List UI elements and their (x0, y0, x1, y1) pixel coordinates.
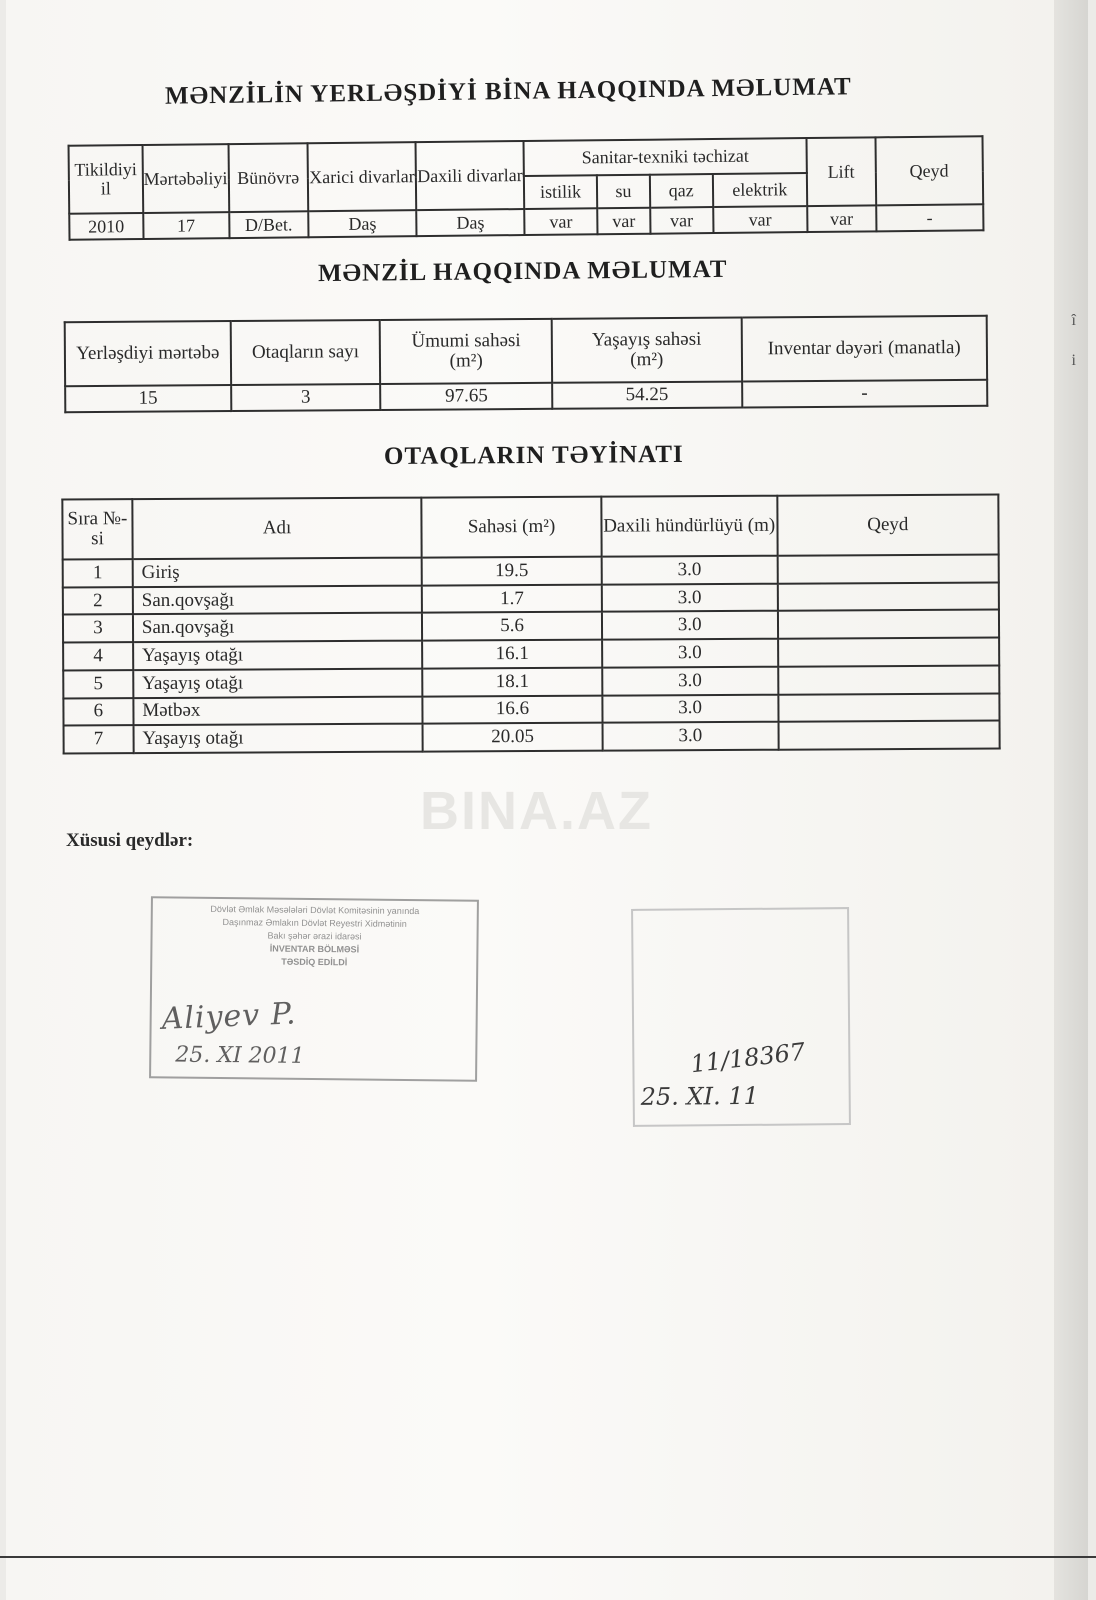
value-note: - (876, 204, 984, 231)
value-floors: 17 (143, 212, 229, 239)
room-name: San.qovşağı (133, 585, 423, 614)
room-num: 4 (63, 642, 133, 670)
value-floor: 15 (65, 385, 231, 412)
room-height: 3.0 (602, 694, 778, 723)
room-num: 3 (63, 614, 133, 642)
value-rooms: 3 (231, 384, 381, 411)
room-area: 19.5 (422, 557, 602, 586)
header-living-area: Yaşayış sahəsi (m²) (552, 317, 742, 382)
room-height: 3.0 (602, 583, 778, 612)
room-note (778, 638, 1000, 667)
margin-mark-1: î (1071, 312, 1076, 329)
value-total-area: 97.65 (381, 383, 553, 410)
header-heating: istilik (524, 176, 597, 210)
rooms-table (61, 494, 1000, 755)
header-floor: Yerləşdiyi mərtəbə (65, 321, 231, 386)
header-inventory: Inventar dəyəri (manatla) (741, 316, 987, 382)
room-name: Yaşayış otağı (133, 668, 423, 697)
room-area: 1.7 (422, 584, 602, 613)
stamp-line: İNVENTAR BÖLMƏSİ (269, 943, 360, 955)
reference-stamp (631, 907, 851, 1127)
room-note (778, 721, 1000, 750)
header-area: Sahəsi (m²) (422, 497, 602, 558)
stamp-line: Dövlət Əmlak Məsələləri Dövlət Komitəsinin yanında (210, 903, 420, 917)
header-num: Sıra №-si (62, 499, 132, 559)
room-note (777, 610, 999, 639)
value-built-year: 2010 (69, 213, 143, 240)
room-num: 6 (63, 698, 133, 726)
table-row (64, 721, 1000, 754)
value-living-area: 54.25 (552, 381, 742, 408)
header-ext-walls: Xarici divarlar (308, 142, 417, 211)
header-name: Adı (132, 498, 422, 560)
margin-mark-2: i (1071, 352, 1076, 369)
stamp-line: Daşınmaz Əmlakın Dövlət Reyestri Xidmətinin (222, 917, 407, 929)
stamp-line: TƏSDİQ EDİLDİ (281, 956, 348, 968)
special-notes-label: Xüsusi qeydlər: (66, 830, 194, 851)
header-lift: Lift (807, 137, 876, 206)
room-area: 16.1 (422, 640, 602, 669)
header-sanitary: Sanitar-texniki təchizat (524, 138, 807, 176)
header-height: Daxili hündürlüyü (m) (601, 496, 777, 557)
room-area: 20.05 (423, 723, 603, 752)
value-inventory: - (742, 380, 988, 408)
registry-stamp (149, 896, 479, 1081)
room-height: 3.0 (602, 722, 778, 751)
room-note (777, 555, 999, 584)
room-name: Giriş (133, 558, 423, 587)
value-ext-walls: Daş (308, 210, 416, 237)
building-title: MƏNZİLİN YERLƏŞDİYİ BİNA HAQQINDA MƏLUMAT (164, 73, 852, 110)
header-floors: Mərtəbəliyi (142, 144, 229, 213)
rooms-title: OTAQLARIN TƏYİNATI (383, 440, 684, 471)
room-note (778, 693, 1000, 722)
apartment-title: MƏNZİL HAQQINDA MƏLUMAT (317, 255, 728, 288)
header-built-year: Tikildiyi il (69, 145, 143, 214)
room-area: 5.6 (422, 612, 602, 641)
value-gas: var (650, 207, 713, 234)
room-area: 18.1 (422, 667, 602, 696)
building-table (68, 135, 985, 241)
value-heating: var (524, 208, 597, 235)
value-int-walls: Daş (416, 209, 524, 236)
value-electric: var (713, 206, 808, 233)
signature: Aliyev P. (161, 996, 298, 1037)
value-lift: var (807, 205, 876, 232)
room-height: 3.0 (601, 556, 777, 585)
header-foundation: Bünövrə (228, 143, 308, 212)
header-electric: elektrik (712, 173, 807, 207)
reference-number: 11/18367 (689, 1037, 807, 1079)
room-note (777, 582, 999, 611)
stamp-date: 25. XI 2011 (175, 1042, 305, 1069)
room-num: 1 (63, 559, 133, 587)
header-total-area: Ümumi sahəsi (m²) (380, 319, 552, 384)
header-rooms: Otaqların sayı (230, 320, 380, 385)
header-note: Qeyd (875, 136, 983, 205)
header-gas: qaz (650, 174, 713, 208)
room-name: San.qovşağı (133, 613, 423, 642)
room-height: 3.0 (602, 639, 778, 668)
room-height: 3.0 (602, 611, 778, 640)
header-room-note: Qeyd (777, 495, 999, 556)
value-water: var (597, 208, 650, 234)
watermark: BINA.AZ (420, 781, 653, 841)
reference-date: 25. XI. 11 (640, 1081, 759, 1111)
header-water: su (597, 175, 650, 208)
page-edge (1054, 0, 1088, 1600)
stamp-line: Bakı şəhər ərazi idarəsi (267, 930, 362, 942)
value-foundation: D/Bet. (229, 211, 309, 238)
header-int-walls: Daxili divarlar (416, 141, 525, 210)
room-height: 3.0 (602, 667, 778, 696)
page-bottom-line (0, 1556, 1096, 1558)
room-num: 5 (63, 670, 133, 698)
room-name: Yaşayış otağı (133, 724, 423, 753)
apartment-table (64, 315, 989, 413)
room-num: 7 (64, 725, 134, 753)
room-name: Mətbəx (133, 696, 423, 725)
room-note (778, 665, 1000, 694)
room-name: Yaşayış otağı (133, 641, 423, 670)
room-num: 2 (63, 587, 133, 615)
room-area: 16.6 (423, 695, 603, 724)
